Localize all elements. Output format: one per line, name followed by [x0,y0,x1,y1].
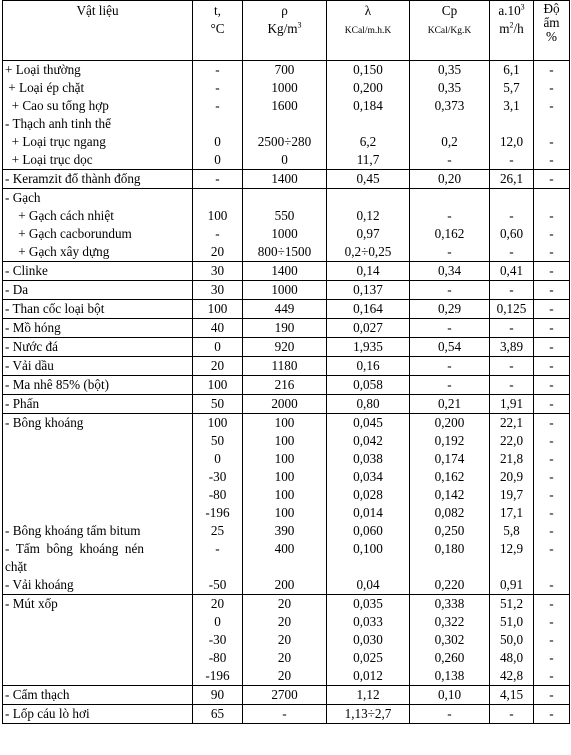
cell-t [193,189,243,208]
cell-lambda: 0,038 [327,450,410,468]
cell-hum: - [534,595,570,614]
header-material: Vật liệu [3,1,193,61]
cell-hum: - [534,649,570,667]
cell-t: 90 [193,686,243,705]
cell-lambda: 0,027 [327,319,410,338]
table-row [3,189,570,208]
cell-hum: - [534,225,570,243]
cell-material: - Mồ hóng [3,319,193,338]
cell-cp: 0,54 [410,338,490,357]
cell-hum: - [534,151,570,170]
cell-rho: 20 [243,667,327,686]
cell-lambda [327,189,410,208]
cell-material: - Keramzit đổ thành đống [3,170,193,189]
cell-lambda: 0,16 [327,357,410,376]
cell-rho: 200 [243,576,327,595]
cell-hum: - [534,540,570,576]
cell-a: 12,0 [490,133,534,151]
table-row [3,649,570,667]
cell-cp: 0,302 [410,631,490,649]
cell-t: - [193,61,243,80]
cell-a: 51,0 [490,613,534,631]
cell-hum: - [534,522,570,540]
cell-t: - [193,97,243,115]
cell-material: - Thạch anh tinh thể [3,115,193,133]
cell-material: - Clinke [3,262,193,281]
cell-t: 20 [193,357,243,376]
cell-a: 21,8 [490,450,534,468]
cell-cp: 0,162 [410,225,490,243]
cell-cp: 0,373 [410,97,490,115]
cell-material: - Cẩm thạch [3,686,193,705]
cell-lambda: 0,012 [327,667,410,686]
cell-hum: - [534,631,570,649]
cell-cp: 0,35 [410,61,490,80]
cell-t: 40 [193,319,243,338]
table-row [3,357,570,376]
cell-t: -50 [193,576,243,595]
cell-hum: - [534,133,570,151]
cell-material: + Loại trục ngang [3,133,193,151]
cell-rho: 550 [243,207,327,225]
cell-lambda: 0,137 [327,281,410,300]
cell-hum: - [534,686,570,705]
material-properties-table [2,0,570,724]
cell-a: 26,1 [490,170,534,189]
cell-rho: 1000 [243,225,327,243]
cell-rho: 2000 [243,395,327,414]
table-row [3,207,570,225]
cell-lambda: 0,035 [327,595,410,614]
cell-t: 100 [193,207,243,225]
cell-hum: - [534,243,570,262]
cell-cp: 0,322 [410,613,490,631]
cell-lambda: 0,45 [327,170,410,189]
cell-a: 0,125 [490,300,534,319]
cell-a: 0,91 [490,576,534,595]
table-row [3,667,570,686]
cell-rho: 1400 [243,170,327,189]
cell-cp: 0,35 [410,79,490,97]
cell-t: -30 [193,631,243,649]
cell-cp: 0,250 [410,522,490,540]
cell-a [490,115,534,133]
cell-cp: 0,082 [410,504,490,522]
cell-t: 25 [193,522,243,540]
header-row [3,1,570,61]
cell-material: - Mút xốp [3,595,193,614]
cell-rho: 2500÷280 [243,133,327,151]
cell-a: - [490,357,534,376]
table-row [3,376,570,395]
cell-rho [243,115,327,133]
cell-lambda: 0,100 [327,540,410,576]
cell-t: 50 [193,395,243,414]
cell-cp: - [410,207,490,225]
table-row [3,133,570,151]
cell-rho: 0 [243,151,327,170]
cell-material: + Gạch cacborundum [3,225,193,243]
cell-t: 0 [193,151,243,170]
cell-rho: 920 [243,338,327,357]
cell-cp: - [410,151,490,170]
cell-a: 17,1 [490,504,534,522]
cell-hum: - [534,61,570,80]
cell-lambda: 11,7 [327,151,410,170]
cell-t: 20 [193,243,243,262]
cell-material: + Gạch cách nhiệt [3,207,193,225]
cell-cp: 0,10 [410,686,490,705]
table-row [3,97,570,115]
cell-material [3,631,193,649]
cell-rho: 2700 [243,686,327,705]
cell-hum: - [534,338,570,357]
cell-cp: 0,174 [410,450,490,468]
cell-t: -30 [193,468,243,486]
cell-t: 20 [193,595,243,614]
cell-rho: - [243,705,327,724]
cell-lambda [327,115,410,133]
cell-hum: - [534,376,570,395]
cell-t: 0 [193,613,243,631]
cell-cp [410,189,490,208]
cell-t: 100 [193,300,243,319]
header-specific-heat: Cp KCal/Kg.K [410,1,490,61]
cell-hum: - [534,207,570,225]
cell-a: 22,1 [490,414,534,433]
cell-cp: 0,21 [410,395,490,414]
cell-lambda: 0,045 [327,414,410,433]
cell-cp: - [410,376,490,395]
cell-a [490,189,534,208]
cell-a: 19,7 [490,486,534,504]
cell-a: - [490,243,534,262]
cell-t: 0 [193,338,243,357]
table-row [3,338,570,357]
cell-t: -196 [193,504,243,522]
cell-cp: 0,260 [410,649,490,667]
cell-material [3,504,193,522]
cell-t: - [193,540,243,576]
cell-lambda: 0,058 [327,376,410,395]
cell-cp: 0,2 [410,133,490,151]
table-row [3,522,570,540]
cell-cp: - [410,357,490,376]
cell-lambda: 0,14 [327,262,410,281]
cell-a: 42,8 [490,667,534,686]
cell-a: 3,1 [490,97,534,115]
table-row [3,243,570,262]
cell-cp: - [410,243,490,262]
cell-cp: 0,29 [410,300,490,319]
cell-lambda: 0,2÷0,25 [327,243,410,262]
cell-material: + Loại trục dọc [3,151,193,170]
table-row [3,151,570,170]
cell-lambda: 0,034 [327,468,410,486]
cell-a: 50,0 [490,631,534,649]
table-row [3,468,570,486]
cell-material: - Bông khoáng [3,414,193,433]
cell-a: 51,2 [490,595,534,614]
table-row [3,450,570,468]
cell-material: - Than cốc loại bột [3,300,193,319]
cell-rho: 100 [243,450,327,468]
cell-rho: 1000 [243,79,327,97]
cell-lambda: 0,030 [327,631,410,649]
cell-material: + Cao su tổng hợp [3,97,193,115]
cell-rho: 1600 [243,97,327,115]
cell-rho: 400 [243,540,327,576]
cell-a: 1,91 [490,395,534,414]
cell-rho: 100 [243,468,327,486]
cell-material: - Vải khoáng [3,576,193,595]
cell-cp: 0,34 [410,262,490,281]
cell-t: -196 [193,667,243,686]
cell-material [3,450,193,468]
cell-lambda: 0,184 [327,97,410,115]
cell-material: - Gạch [3,189,193,208]
cell-a: 5,8 [490,522,534,540]
cell-a: 20,9 [490,468,534,486]
cell-rho: 100 [243,432,327,450]
cell-t: 100 [193,376,243,395]
cell-rho: 100 [243,486,327,504]
cell-a: - [490,376,534,395]
cell-material [3,432,193,450]
cell-a: - [490,151,534,170]
table-row [3,432,570,450]
table-row [3,631,570,649]
cell-lambda: 0,014 [327,504,410,522]
table-row [3,281,570,300]
cell-material [3,667,193,686]
header-temperature: t, °C [193,1,243,61]
header-diffusivity: $a.10^3$ $m^2/h$ [490,1,534,61]
cell-a: 0,41 [490,262,534,281]
cell-material [3,649,193,667]
cell-lambda: 1,12 [327,686,410,705]
cell-t: -80 [193,486,243,504]
cell-hum: - [534,667,570,686]
cell-material: - Tấm bông khoáng nén chặt [3,540,193,576]
cell-material [3,486,193,504]
cell-a: - [490,281,534,300]
cell-material: + Loại thường [3,61,193,80]
cell-hum: - [534,97,570,115]
cell-hum: - [534,504,570,522]
cell-hum: - [534,468,570,486]
cell-material [3,613,193,631]
cell-rho: 390 [243,522,327,540]
cell-lambda: 0,033 [327,613,410,631]
cell-t: - [193,170,243,189]
table-body [3,61,570,724]
cell-hum: - [534,281,570,300]
cell-rho: 20 [243,649,327,667]
cell-a: - [490,319,534,338]
cell-t: 0 [193,133,243,151]
cell-lambda: 0,028 [327,486,410,504]
cell-rho: 700 [243,61,327,80]
cell-cp: 0,180 [410,540,490,576]
cell-hum [534,189,570,208]
cell-lambda: 0,97 [327,225,410,243]
cell-rho: 1180 [243,357,327,376]
cell-t: 30 [193,281,243,300]
cell-a: 6,1 [490,61,534,80]
cell-t: 65 [193,705,243,724]
cell-hum: - [534,170,570,189]
cell-rho: 216 [243,376,327,395]
cell-a: 3,89 [490,338,534,357]
cell-hum: - [534,262,570,281]
cell-material: - Bông khoáng tấm bitum [3,522,193,540]
cell-cp: 0,192 [410,432,490,450]
cell-hum: - [534,395,570,414]
cell-cp: 0,20 [410,170,490,189]
cell-rho: 100 [243,414,327,433]
cell-a: 0,60 [490,225,534,243]
cell-cp: 0,338 [410,595,490,614]
cell-cp: 0,220 [410,576,490,595]
table-row [3,705,570,724]
table-row [3,115,570,133]
cell-hum [534,115,570,133]
cell-t [193,115,243,133]
table-row [3,595,570,614]
cell-hum: - [534,300,570,319]
table-row [3,613,570,631]
cell-a: 5,7 [490,79,534,97]
cell-rho: 20 [243,613,327,631]
cell-material [3,468,193,486]
cell-lambda: 0,025 [327,649,410,667]
table-row [3,414,570,433]
table-row [3,540,570,576]
cell-lambda: 0,200 [327,79,410,97]
cell-cp: 0,142 [410,486,490,504]
table-row [3,300,570,319]
cell-hum: - [534,486,570,504]
cell-hum: - [534,319,570,338]
header-humidity: Độ ẩm % [534,1,570,61]
cell-t: 0 [193,450,243,468]
table-row [3,686,570,705]
cell-cp: 0,162 [410,468,490,486]
table-row [3,225,570,243]
table-row [3,395,570,414]
cell-t: 100 [193,414,243,433]
cell-t: - [193,79,243,97]
cell-material: + Gạch xây dựng [3,243,193,262]
cell-cp: 0,138 [410,667,490,686]
cell-material: - Da [3,281,193,300]
table-row [3,262,570,281]
cell-material: - Phấn [3,395,193,414]
table-row [3,576,570,595]
header-density: ρ $Kg/m^3$ [243,1,327,61]
header-conductivity: λ KCal/m.h.K [327,1,410,61]
cell-a: 4,15 [490,686,534,705]
cell-rho: 100 [243,504,327,522]
cell-lambda: 0,042 [327,432,410,450]
cell-t: - [193,225,243,243]
cell-lambda: 6,2 [327,133,410,151]
table-row [3,61,570,80]
table-row [3,486,570,504]
cell-hum: - [534,576,570,595]
cell-material: - Vải dầu [3,357,193,376]
table-row [3,79,570,97]
cell-rho [243,189,327,208]
cell-cp: 0,200 [410,414,490,433]
cell-lambda: 0,164 [327,300,410,319]
cell-hum: - [534,357,570,376]
cell-lambda: 0,12 [327,207,410,225]
cell-rho: 800÷1500 [243,243,327,262]
cell-t: 30 [193,262,243,281]
cell-rho: 20 [243,595,327,614]
cell-hum: - [534,705,570,724]
cell-hum: - [534,450,570,468]
cell-rho: 1000 [243,281,327,300]
cell-material: - Ma nhê 85% (bột) [3,376,193,395]
cell-lambda: 0,150 [327,61,410,80]
cell-hum: - [534,432,570,450]
cell-t: 50 [193,432,243,450]
cell-cp [410,115,490,133]
cell-hum: - [534,79,570,97]
cell-a: - [490,207,534,225]
cell-a: - [490,705,534,724]
cell-hum: - [534,613,570,631]
cell-lambda: 1,935 [327,338,410,357]
cell-rho: 190 [243,319,327,338]
cell-cp: - [410,705,490,724]
cell-a: 12,9 [490,540,534,576]
cell-cp: - [410,281,490,300]
cell-material: + Loại ép chặt [3,79,193,97]
cell-material: - Nước đá [3,338,193,357]
table-row [3,319,570,338]
cell-lambda: 0,80 [327,395,410,414]
cell-rho: 1400 [243,262,327,281]
table-row [3,504,570,522]
cell-rho: 20 [243,631,327,649]
cell-lambda: 0,060 [327,522,410,540]
cell-cp: - [410,319,490,338]
cell-lambda: 0,04 [327,576,410,595]
cell-t: -80 [193,649,243,667]
table-row [3,170,570,189]
cell-a: 48,0 [490,649,534,667]
cell-rho: 449 [243,300,327,319]
cell-material: - Lốp cáu lò hơi [3,705,193,724]
cell-hum: - [534,414,570,433]
cell-a: 22,0 [490,432,534,450]
cell-lambda: 1,13÷2,7 [327,705,410,724]
